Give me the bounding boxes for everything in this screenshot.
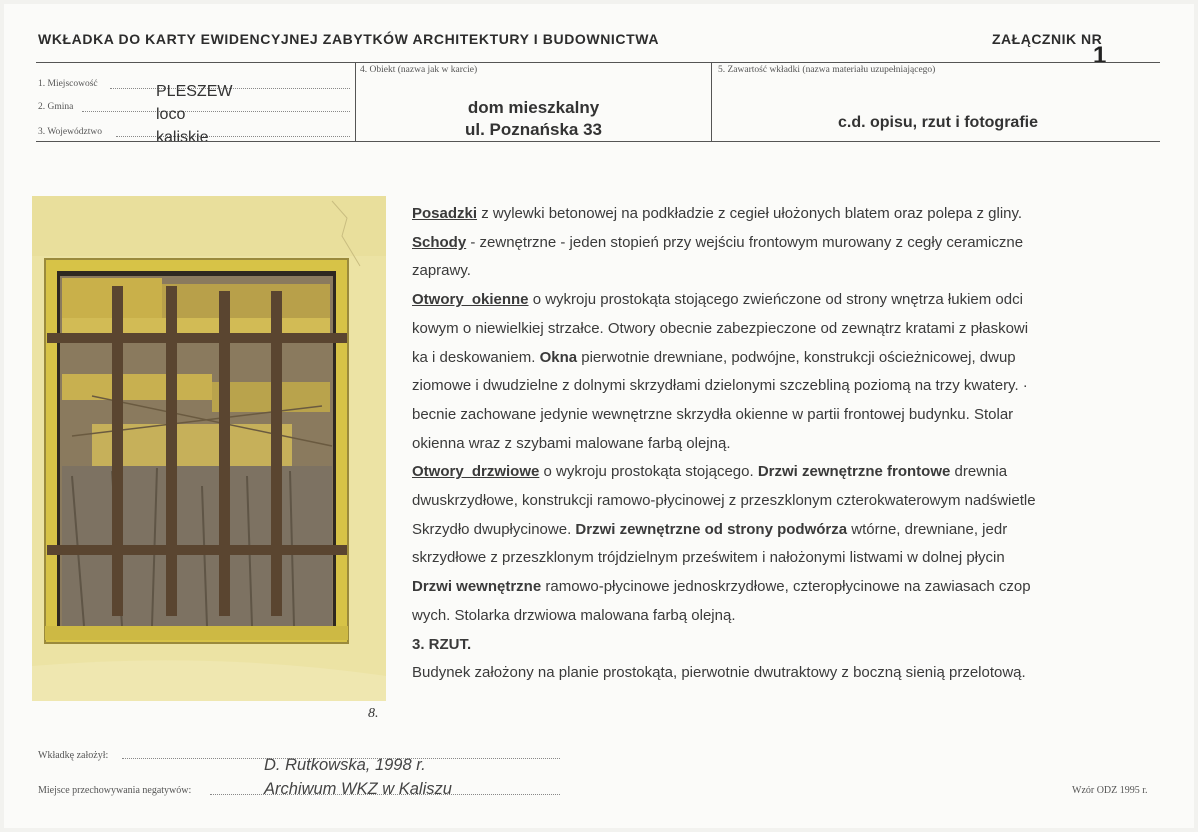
text-line	[412, 372, 1122, 401]
text-line	[412, 659, 1122, 688]
text-line	[412, 573, 1122, 602]
zalozyl-value: D. Rutkowska, 1998 r.	[264, 756, 426, 774]
gmina-label: 2. Gmina	[38, 102, 74, 112]
header-bottom-rule	[36, 141, 1160, 142]
header-top-rule	[36, 62, 1160, 63]
bold-term: Drzwi zewnętrzne od strony podwórza	[575, 520, 848, 538]
text-line	[412, 344, 1122, 373]
text-span: drewnia	[950, 463, 1008, 481]
wojewodztwo-label: 3. Województwo	[38, 127, 102, 137]
section-heading: Posadzki	[412, 205, 478, 222]
text-span: Skrzydło dwupłycinowe.	[412, 520, 576, 538]
photo-number: 8.	[368, 706, 379, 721]
text-line	[412, 229, 1122, 258]
text-span: Budynek założony na planie prostokąta, pierwotnie dwutraktowy z boczną sienią przelotową.	[412, 664, 1026, 682]
obiekt-line2: ul. Poznańska 33	[465, 120, 602, 139]
text-span: z wylewki betonowej na podkładzie z cegieł ułożonych blatem oraz polepa z gliny.	[477, 205, 1023, 222]
text-span: o wykroju prostokąta stojącego.	[539, 463, 758, 481]
form-version: Wzór ODZ 1995 r.	[1072, 785, 1148, 796]
text-span: kowym o niewielkiej strzałce. Otwory obecnie zabezpieczone od zewnątrz kratami z płaskowi	[412, 319, 1029, 337]
zawartosc-value: c.d. opisu, rzut i fotografie	[838, 114, 1038, 131]
text-line	[412, 315, 1122, 344]
text-span: zaprawy.	[412, 262, 471, 280]
document-title: WKŁADKA DO KARTY EWIDENCYJNEJ ZABYTKÓW ARCHITEKTURY I BUDOWNICTWA	[38, 31, 660, 47]
negatywy-value: Archiwum WKZ w Kaliszu	[264, 780, 452, 798]
window-photo-image	[32, 196, 386, 701]
gmina-value: loco	[156, 106, 186, 123]
description-text	[412, 200, 1122, 688]
window-photo	[32, 196, 386, 701]
text-line	[412, 430, 1122, 459]
bold-term: Drzwi wewnętrzne	[412, 578, 542, 596]
text-line	[412, 458, 1122, 487]
zalozyl-label: Wkładkę założył:	[38, 750, 109, 761]
text-span: - zewnętrzne - jeden stopień przy wejściu frontowym murowany z cegły ceramiczne	[466, 233, 1024, 251]
annex-label: ZAŁĄCZNIK NR	[992, 31, 1103, 47]
annex-number: 1	[1093, 42, 1107, 69]
text-line	[412, 631, 1122, 660]
section-heading: Otwory okienne	[412, 291, 529, 309]
gmina-dots	[82, 111, 350, 112]
zawartosc-label: 5. Zawartość wkładki (nazwa materiału uzupełniającego)	[718, 65, 936, 75]
text-span: o wykroju prostokąta stojącego zwieńczone od strony wnętrza łukiem odci	[528, 291, 1023, 309]
text-span: pierwotnie drewniane, podwójne, konstrukcji ościeżnicowej, dwup	[577, 348, 1016, 366]
wojewodztwo-value: kaliskie	[156, 129, 209, 141]
text-span: dwuskrzydłowe, konstrukcji ramowo-płycinowej z przeszklonym czterokwaterowym nadświetle	[412, 492, 1036, 510]
text-span: okienna wraz z szybami malowane farbą olejną.	[412, 434, 731, 452]
miejscowosc-value: PLESZEW	[156, 83, 233, 100]
bold-term: Okna	[539, 348, 578, 366]
negatywy-label: Miejsce przechowywania negatywów:	[38, 785, 192, 796]
text-span: ka i deskowaniem.	[412, 348, 540, 366]
wojewodztwo-clip	[150, 127, 250, 141]
text-span: ramowo-płycinowe jednoskrzydłowe, czteropłycinowe na zawiasach czop	[541, 578, 1031, 596]
text-span: becnie zachowane jedynie wewnętrzne skrzydła okienne w partii frontowej budynku. Stolar	[412, 405, 1014, 423]
text-line	[412, 544, 1122, 573]
text-line	[412, 200, 1122, 229]
miejscowosc-label: 1. Miejscowość	[38, 79, 98, 89]
text-span: ziomowe i dwudzielne z dolnymi skrzydłami dzielonymi szczebliną poziomą na trzy kwatery. ·	[412, 377, 1028, 395]
text-span: wych. Stolarka drzwiowa malowana farbą olejną.	[412, 606, 736, 624]
text-line	[412, 401, 1122, 430]
section-heading: Schody	[412, 233, 467, 251]
bold-term: Drzwi zewnętrzne frontowe	[757, 463, 951, 481]
text-line	[412, 516, 1122, 545]
text-line	[412, 602, 1122, 631]
section-heading-rzut: 3. RZUT.	[412, 635, 472, 653]
section-heading: Otwory drzwiowe	[412, 463, 540, 481]
obiekt-line1: dom mieszkalny	[467, 98, 600, 117]
text-line	[412, 257, 1122, 286]
obiekt-label: 4. Obiekt (nazwa jak w karcie)	[360, 65, 478, 75]
text-line	[412, 286, 1122, 315]
text-span: skrzydłowe z przeszklonym trójdzielnym prześwitem i nałożonymi listwami w dolnej płycin	[412, 549, 1005, 567]
text-span: wtórne, drewniane, jedr	[847, 520, 1008, 538]
text-line	[412, 487, 1122, 516]
